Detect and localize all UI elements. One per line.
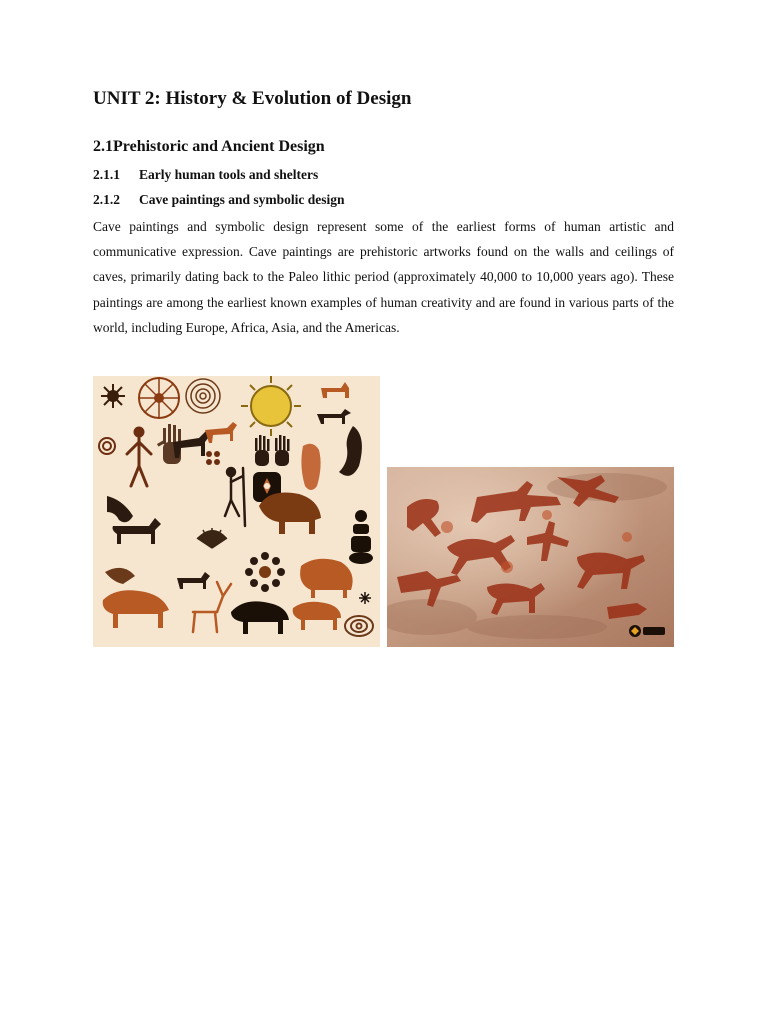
subsection-title: Cave paintings and symbolic design xyxy=(139,192,345,207)
section-title: 2.1Prehistoric and Ancient Design xyxy=(93,138,325,155)
document-page xyxy=(93,0,674,1024)
cave-painting-photo-image xyxy=(387,467,674,647)
body-paragraph: Cave paintings and symbolic design represent some of the earliest forms of human artistic and communicative expression. Cave paintings are prehistoric artworks found on the walls and ceilings of caves, primarily dating back to the Paleo lithic period (approximately 40,000 to 10,000 years ago). These paintings are among the earliest known examples of human creativity and are found in various parts of the world, including Europe, Africa, Asia, and the Americas. xyxy=(93,219,674,335)
subsection-heading xyxy=(93,167,318,183)
rock-art-photo-icon xyxy=(387,467,674,647)
cave-art-symbols-image xyxy=(93,376,380,647)
subsection-number: 2.1.2 xyxy=(93,192,120,207)
unit-title: UNIT 2: History & Evolution of Design xyxy=(93,88,412,109)
subsection-heading xyxy=(93,192,345,208)
petroglyph-symbols-icon xyxy=(93,376,380,647)
subsection-title: Early human tools and shelters xyxy=(139,167,319,182)
subsection-number: 2.1.1 xyxy=(93,167,120,182)
